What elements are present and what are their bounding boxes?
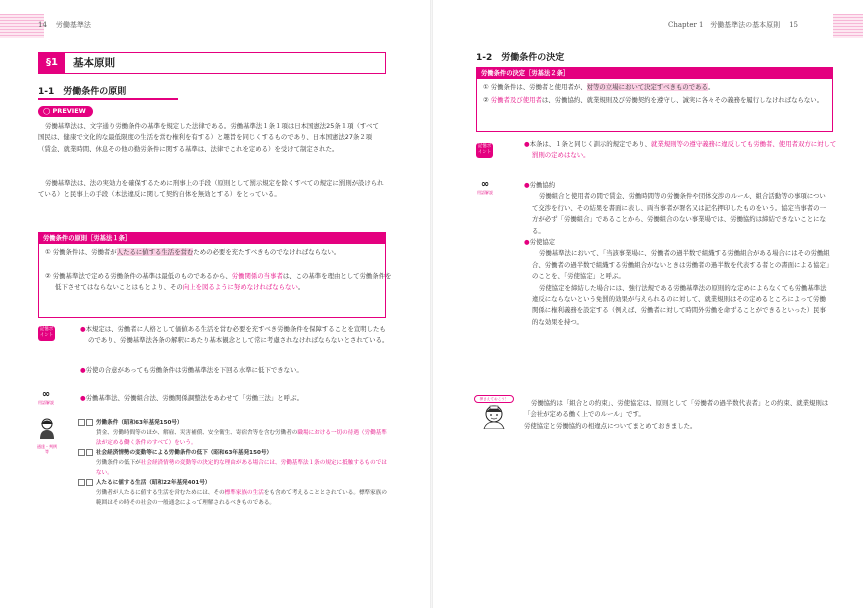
judge-icon bbox=[37, 418, 57, 440]
case-law-icon: 通達・判例等 bbox=[37, 418, 57, 454]
memo-point-icon: 記憶ポイント bbox=[476, 143, 493, 158]
term-icon: ∞ 用語解説 bbox=[38, 389, 54, 405]
bullet-icon: ● bbox=[80, 366, 86, 374]
binoculars-icon: ∞ bbox=[41, 389, 51, 400]
running-title: 労働基準法の基本原則 bbox=[710, 21, 781, 29]
subsection-title: 1-1 労働条件の原則 bbox=[38, 84, 178, 100]
nurse-badge: 押さえておこう！ bbox=[474, 395, 514, 403]
bullet-icon: ● bbox=[524, 140, 530, 148]
right-page bbox=[432, 0, 863, 608]
checkbox-icon bbox=[86, 419, 93, 426]
article-box bbox=[38, 232, 392, 318]
case-item: 労働条件（昭和63年基発150号） 賃金、労働時間等のほか、解雇、災害補償、安全衛生、寄宿舎等を含む労働者の職場における一切の待遇（労働基準法が定める働く条件のすべて）をいう。 bbox=[78, 418, 388, 448]
checkbox-icon bbox=[86, 479, 93, 486]
case-item: 社会経済情勢の変動等による労働条件の低下（昭和63年基発150号） 労働条件の低下が社会経済情勢の変動等の決定的な理由がある場合には、労働基準法１条の規定に抵触するものではない。 bbox=[78, 448, 388, 478]
term-point: ●労働基準法、労働組合法、労働関係調整法をあわせて「労働三法」と呼ぶ。 bbox=[80, 394, 303, 402]
bullet-icon: ● bbox=[80, 325, 86, 333]
bullet-icon: ● bbox=[80, 394, 86, 402]
checkbox-icon bbox=[78, 449, 85, 456]
article-header: 労働条件の原則［労基法１条］ bbox=[39, 233, 385, 244]
checkbox-icon bbox=[78, 479, 85, 486]
header-stripe bbox=[833, 14, 863, 38]
memo-point-icon: 記憶ポイント bbox=[38, 326, 55, 341]
article-item-2: ② 労働者及び使用者は、労働協約、就業規則及び労働契約を遵守し、誠実に各々その義務を履行しなければならない。 bbox=[483, 96, 824, 104]
memo-point: ●本条は、１条と同じく訓示的規定であり、就業規則等の遵守義務に違反しても労働者、使用者双方に対して罰則の定めはない。 bbox=[524, 140, 837, 160]
preview-paragraph-2: 労働基準法は、法の実効力を確保するために刑事上の手段（原則として罰示規定を除くすべての規定に罰則が設けられている）と民事上の手段（本法違反に関して契約自体を無効とする）をとっている。 bbox=[38, 179, 384, 199]
article-item-2: ② 労働基準法で定める労働条件の基準は最低のものであるから、労働関係の当事者は、この基準を理由として労働条件を低下させてはならないことはもとより、その向上を図るように努めなければならない。 bbox=[45, 272, 392, 292]
chapter-label: Chapter 1 bbox=[668, 21, 704, 29]
section-title: 基本原則 bbox=[73, 57, 115, 69]
memo-point-1: ●本規定は、労働者に人格として価値ある生活を営む必要を充すべき労働条件を保障することを宣明したものであり、労働基準法各条の解釈にあたり基本観念として常に考慮されなければならないとされている。 bbox=[80, 325, 389, 345]
article-box bbox=[476, 67, 833, 132]
bullet-icon: ● bbox=[524, 238, 530, 247]
bullet-icon: ● bbox=[524, 181, 530, 189]
case-list bbox=[78, 418, 388, 508]
left-page bbox=[0, 0, 431, 608]
section-heading bbox=[38, 52, 386, 74]
preview-paragraph-1: 労働基準法は、文字通り労働条件の基準を規定した法律である。労働基準法１条１項は日本国憲法25条１項（すべて国民は、健康で文化的な最低限度の生活を営む権利を有する）と趣旨を同じくするものであり、日本国憲法27条２項（賃金、就業時間、休息その他の勤労条件に関する基準は、法律でこれを定める）を受けて制定された。 bbox=[38, 122, 379, 153]
nurse-mascot bbox=[474, 395, 514, 433]
article-item-1: ① 労働条件は、労働者と使用者が、対等の立場において決定すべきものである。 bbox=[483, 83, 715, 91]
nurse-note-2: 労使協定と労働協約の相違点についてまとめておきました。 bbox=[524, 422, 697, 430]
preview-circle-icon: ◯ bbox=[43, 107, 51, 115]
page-number: 15 bbox=[789, 21, 799, 29]
page-number: 14 bbox=[38, 21, 47, 29]
checkbox-icon bbox=[86, 449, 93, 456]
preview-label: ◯ PREVIEW bbox=[38, 106, 93, 117]
running-title: 労働基準法 bbox=[55, 21, 91, 29]
article-item-1: ① 労働条件は、労働者が人たるに値する生活を営むための必要を充たすべきものでなければならない。 bbox=[45, 248, 341, 256]
memo-point-2: ●労使の合意があっても労働条件は労働基準法を下回る水準に低下できない。 bbox=[80, 366, 303, 374]
term-list bbox=[524, 180, 830, 328]
binoculars-icon: ∞ bbox=[480, 179, 490, 190]
nurse-note: 労働協約は「組合との約束」、労使協定は、原則として「労働者の過半数代表者」との約束、就業規則は「会社が定める働く上でのルール」です。 bbox=[524, 399, 829, 419]
term-icon: ∞ 用語解説 bbox=[477, 179, 493, 195]
left-folio bbox=[38, 20, 91, 30]
case-item: 人たるに値する生活（昭和22年基発401号） 労働者が人たるに値する生活を営むためには、その標準家族の生活をも含めて考えることとされている。標準家族の範囲はその時その社会の一般通念によって理解されるべきものである。 bbox=[78, 478, 388, 508]
term-item: ●労使協定 労働基準法において、「当該事業場に、労働者の過半数で組織する労働組合がある場合にはその労働組合、労働者の過半数で組織する労働組合がないときは労働者の過半数を代表する者との書面による協定」のことを、「労使協定」と呼ぶ。 労使協定を締結した場合には、強行法規である労働基準法の原則的な定めによらなくても労働基準法違反にならないという免罰的効果が与えられるのに対して、就業規則はその定めるところによって労働関係に権利義務を設定する（例えば、労働者に対して時間外労働を命ずることができるといった）民事的な効果を持つ。 bbox=[524, 238, 830, 326]
checkbox-icon bbox=[78, 419, 85, 426]
article-header: 労働条件の決定［労基法２条］ bbox=[477, 68, 832, 79]
term-item: ●労働協約 労働組合と使用者の間で賃金、労働時間等の労働条件や団体交渉のルール、組合活動等の事項について交渉を行い、その結果を書面に表し、両当事者が署名又は記名押印したものをいう。協定当事者の一方が必ず「労働組合」であることから、労働組合のない事業場では、労働協約は締結できないことになる。 bbox=[524, 181, 826, 235]
subsection-title: 1-2 労働条件の決定 bbox=[476, 53, 565, 63]
right-folio bbox=[668, 20, 798, 30]
nurse-icon bbox=[474, 403, 514, 429]
section-number: §1 bbox=[39, 53, 65, 73]
